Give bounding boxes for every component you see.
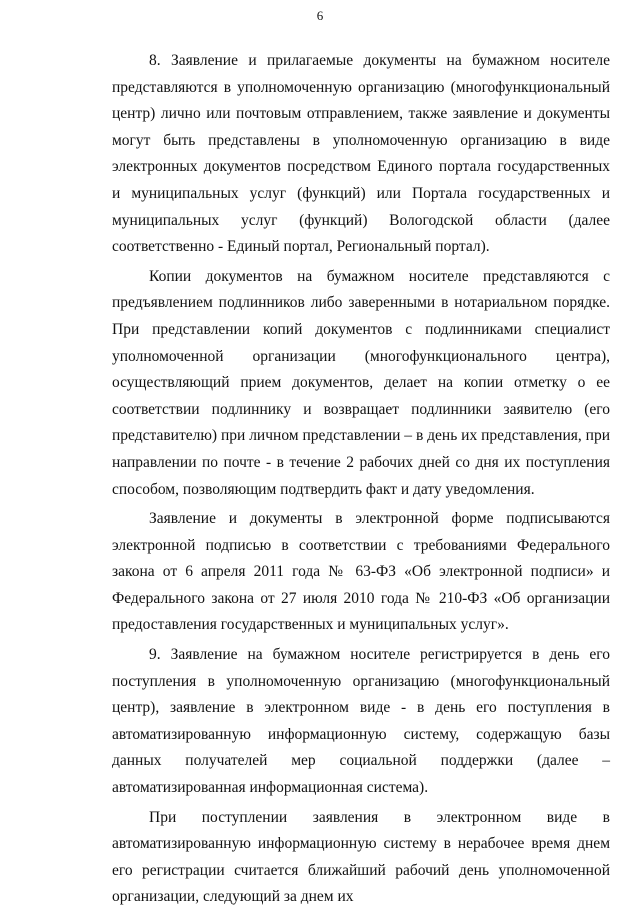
paragraph-copies: Копии документов на бумажном носителе представляются с предъявлением подлинников либо заверенными в нотариальном порядке. При представлении копий документов с подлинниками специалист уполномоченной организации (многофункционального центра), осуществляющий прием документов, делает на копии отметку о ее соответствии подлиннику и возвращает подлинники заявителю (его представителю) при личном представлении – в день их представления, при направлении по почте - в течение 2 рабочих дней со дня их поступления способом, позволяющим подтвердить факт и дату уведомления. bbox=[112, 267, 610, 498]
page-number: 6 bbox=[316, 8, 324, 23]
paragraph-9: 9. Заявление на бумажном носителе регистрируется в день его поступления в уполномоченную организацию (многофункциональный центр), заявление в электронном виде - в день его поступления в автоматизированную информационную систему, содержащую базы данных получателей мер социальной поддержки (далее – автоматизированная информационная система). bbox=[112, 646, 610, 797]
document-body bbox=[112, 48, 610, 911]
paragraph-8: 8. Заявление и прилагаемые документы на бумажном носителе представляются в уполномоченную организацию (многофункциональный центр) лично или почтовым отправлением, также заявление и документы могут быть представлены в уполномоченную организацию в виде электронных документов посредством Единого портала государственных и муниципальных услуг (функций) или Портала государственных и муниципальных услуг (функций) Вологодской области (далее соответственно - Единый портал, Региональный портал). bbox=[112, 52, 610, 256]
paragraph-nonworking-time: При поступлении заявления в электронном виде в автоматизированную информационную систему в нерабочее время днем его регистрации считается ближайший рабочий день уполномоченной организации, следующий за днем их bbox=[112, 808, 610, 906]
paragraph-electronic-signature: Заявление и документы в электронной форме подписываются электронной подписью в соответствии с требованиями Федерального закона от 6 апреля 2011 года № 63-ФЗ «Об электронной подписи» и Федерального закона от 27 июля 2010 года № 210-ФЗ «Об организации предоставления государственных и муниципальных услуг». bbox=[112, 510, 610, 634]
